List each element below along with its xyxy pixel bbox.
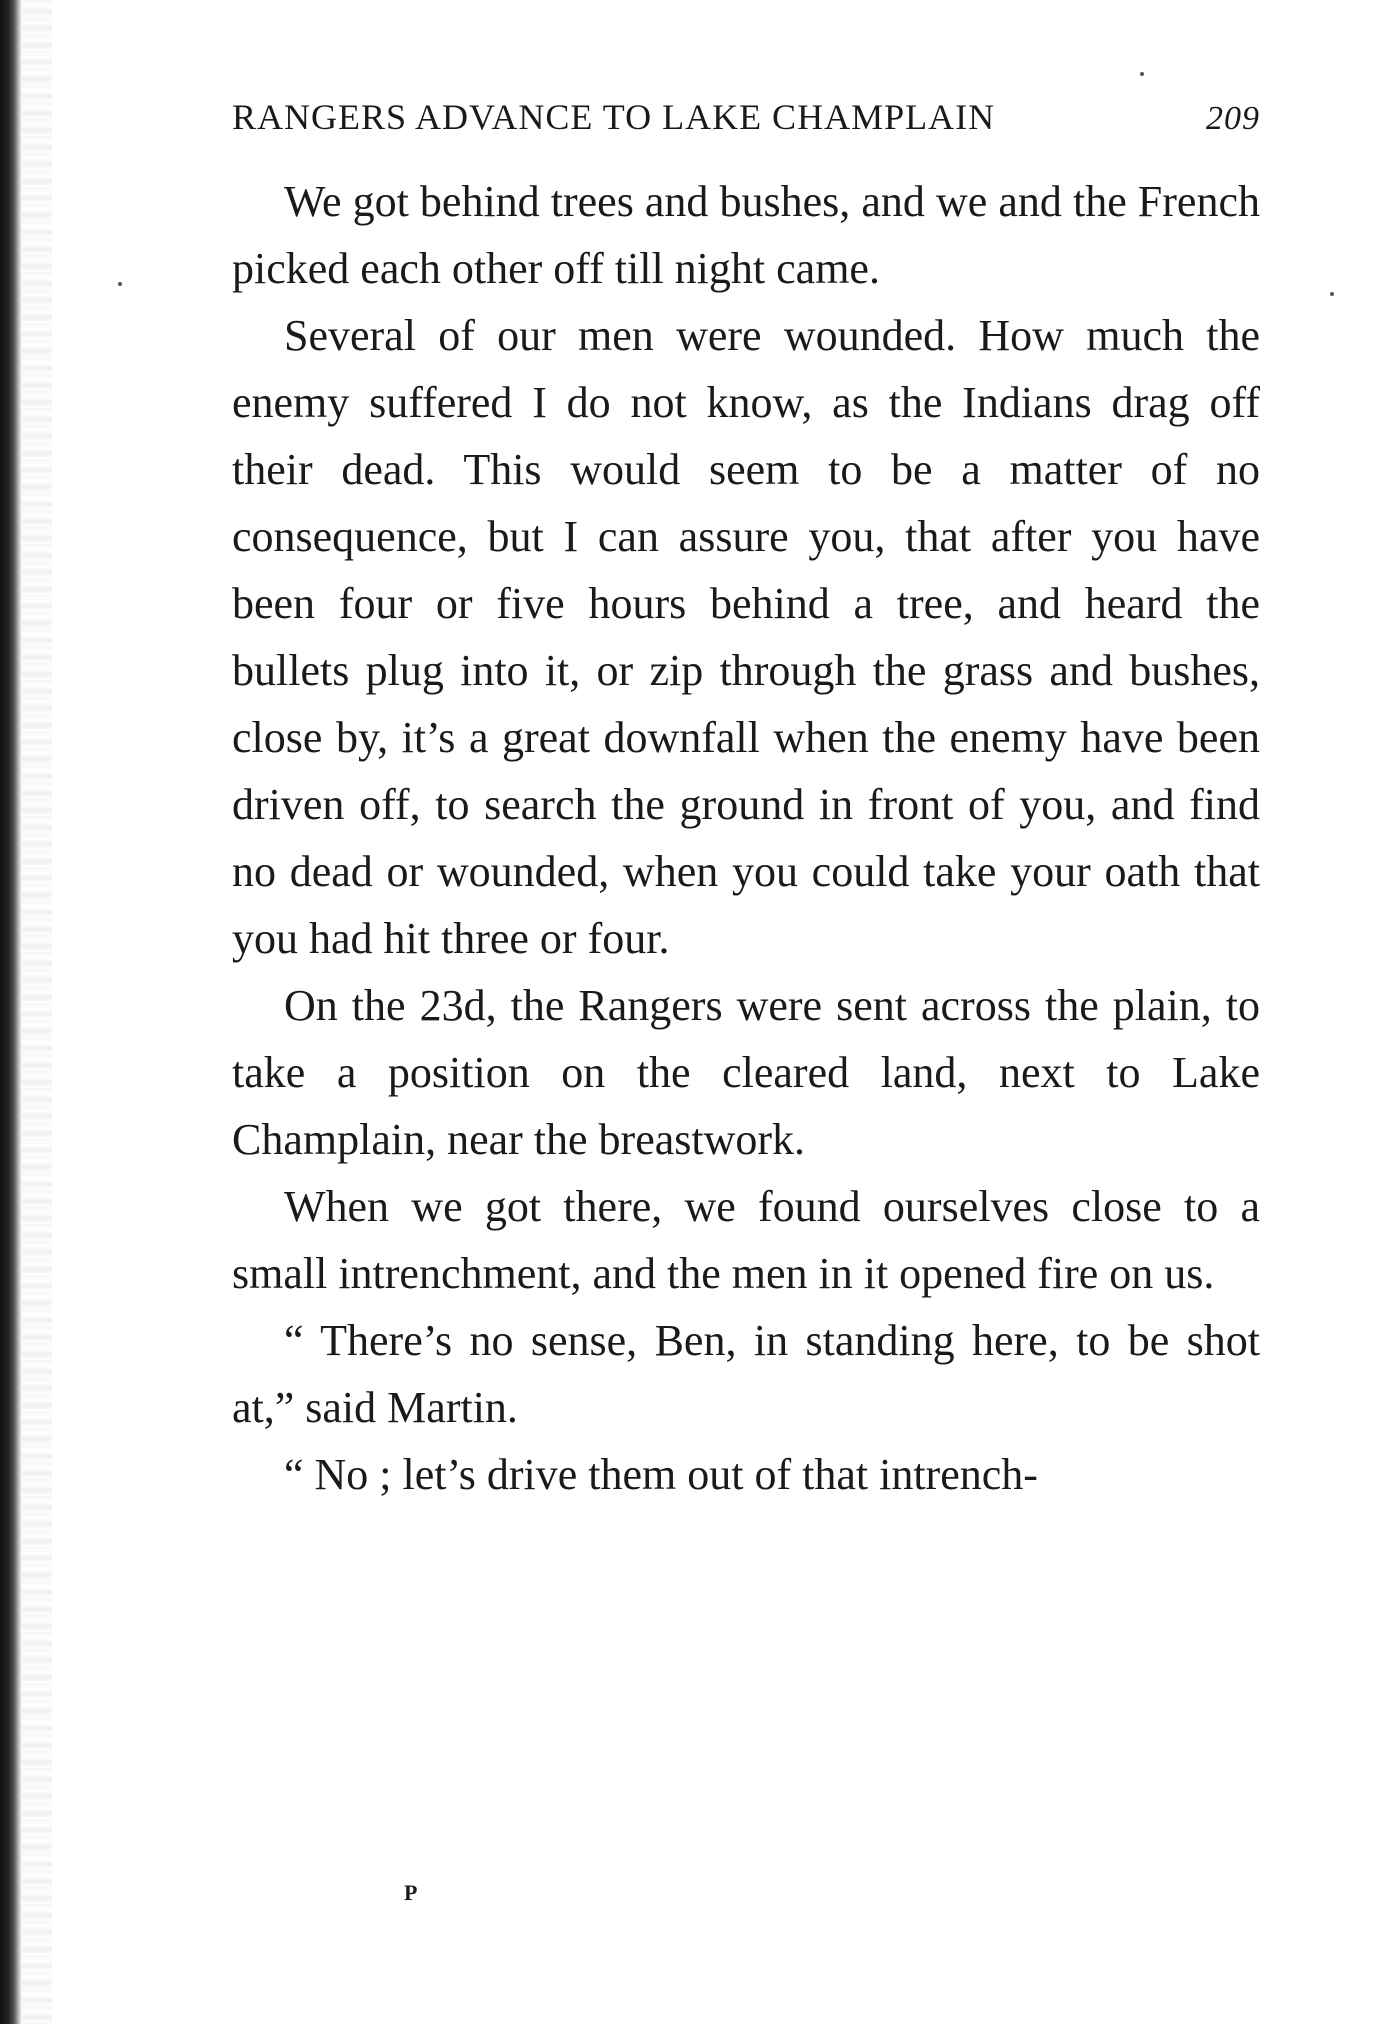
- paragraph: “ No ; let’s drive them out of that intrench-: [284, 1450, 1038, 1499]
- signature-mark: P: [404, 1880, 418, 1905]
- body-text: [232, 168, 1260, 1508]
- paragraph: We got behind trees and bushes, and we and the French picked each other off till night came.: [232, 177, 1260, 293]
- paper-speck: [1140, 72, 1144, 76]
- paragraph: On the 23d, the Rangers were sent across the plain, to take a position on the cleared land, next to Lake Champlain, near the breastwork.: [232, 981, 1260, 1164]
- page-number: 209: [1206, 100, 1260, 137]
- running-head: [232, 88, 1260, 146]
- paragraph: “ There’s no sense, Ben, in standing here, to be shot at,” said Martin.: [232, 1316, 1260, 1432]
- running-title: RANGERS ADVANCE TO LAKE CHAMPLAIN: [232, 97, 996, 137]
- book-page: [232, 88, 1260, 1508]
- paper-speck: [1330, 292, 1334, 296]
- book-binding-edge: [0, 0, 22, 2024]
- paper-speck: [118, 282, 122, 286]
- paragraph: Several of our men were wounded. How much the enemy suffered I do not know, as the Indians drag off their dead. This would seem to be a matter of no consequence, but I can assure you, that after you have been four or five hours behind a tree, and heard the bullets plug into it, or zip through the grass and bushes, close by, it’s a great downfall when the enemy have been driven off, to search the ground in front of you, and find no dead or wounded, when you could take your oath that you had hit three or four.: [232, 311, 1260, 963]
- paragraph: When we got there, we found ourselves close to a small intrenchment, and the men in it opened fire on us.: [232, 1182, 1260, 1298]
